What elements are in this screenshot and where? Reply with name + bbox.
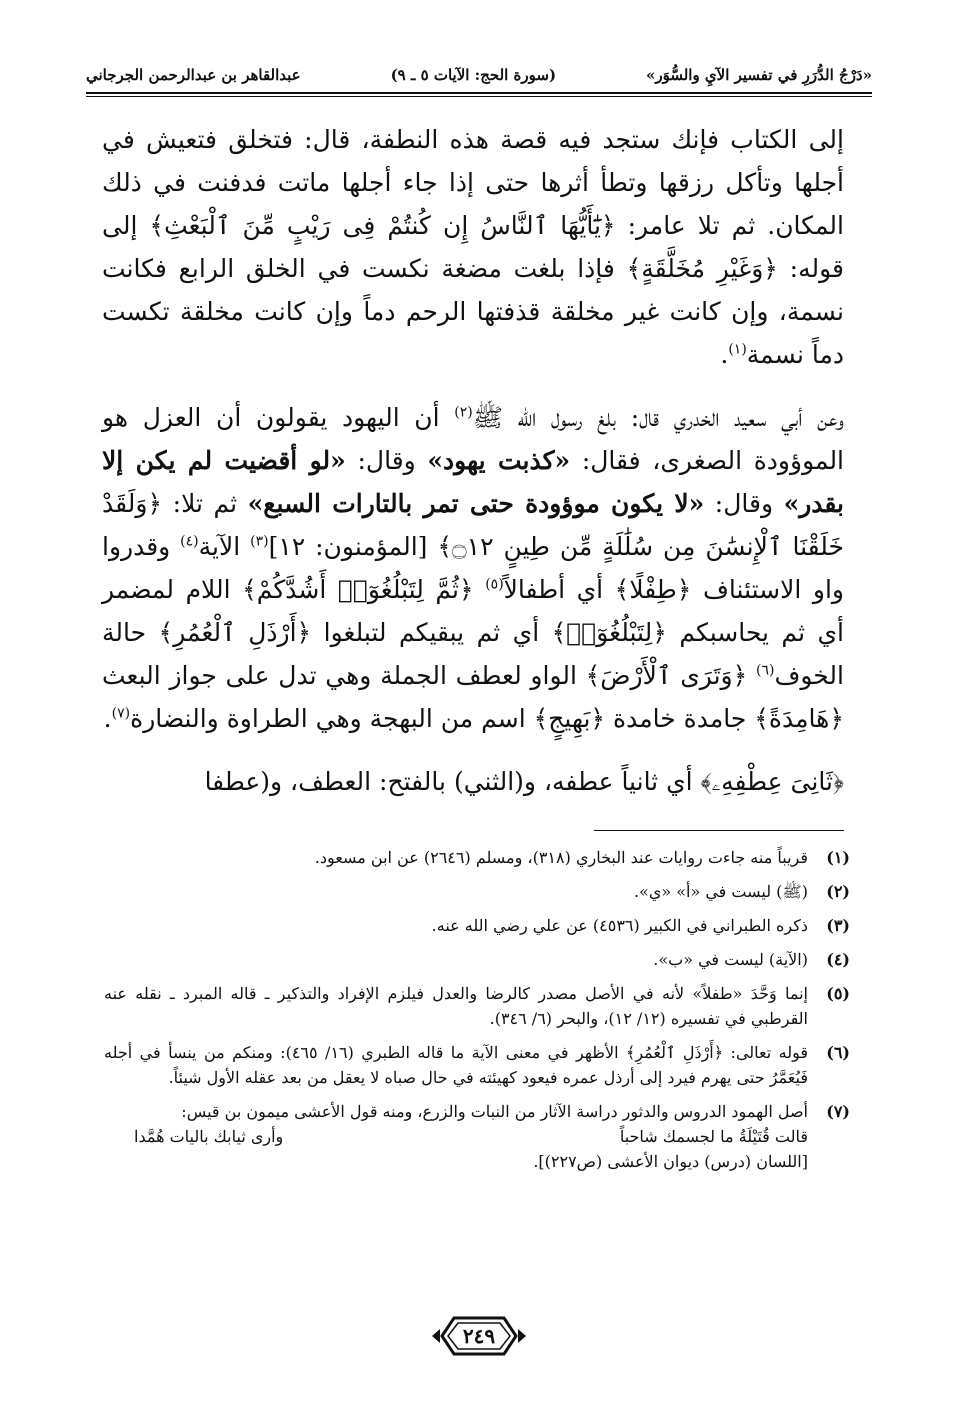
footnote-text: قوله تعالى: ﴿أَرْذَلِ ٱلْعُمُرِ﴾ الأظهر في معنى الآية ما قاله الطبري (١٦/ ٤٦٥): ومنكم من ينسأ في أجله فَيُعَمَّرُ حتى يهرم فيرد إلى أرذل عمره فيعود كهيئته في حال صباه لا يعقل من بعد عقله الأول شيئاً. xyxy=(104,1043,809,1087)
footnote xyxy=(104,947,850,972)
header-rule xyxy=(86,92,872,94)
footnote-ref-7: (٧) xyxy=(111,705,131,722)
footnote xyxy=(104,879,850,904)
header-surah-range: (سورة الحج: الآيات ٥ ـ ٩) xyxy=(390,66,557,84)
main-text xyxy=(102,118,844,803)
p2-text-4: وقال: xyxy=(704,489,784,518)
footnote-text: إنما وَحَّدَ «طفلاً» لأنه في الأصل مصدر كالرضا والعدل فيلزم الإفراد والتذكير ـ قاله المبرد ـ نقله عنه القرطبي في تفسيره (١٢/ ١٢)، والبحر (٦/ ٣٤٦). xyxy=(104,984,808,1028)
footnote xyxy=(104,913,850,938)
page-number-ornament xyxy=(432,1314,526,1358)
footnote xyxy=(104,1040,850,1090)
page-number: ٢٤٩ xyxy=(462,1324,496,1348)
footnote-text: أصل الهمود الدروس والدثور دراسة الآثار من النبات والزرع، ومنه قول الأعشى ميمون بن قيس: xyxy=(181,1102,808,1121)
p2-text-3: وقال: xyxy=(345,446,428,475)
paragraph-1-end: . xyxy=(720,340,729,369)
header-book-title: «دَرْجُ الدُّرَرِ في تفسير الآيِ والسُّوَر» xyxy=(645,66,872,84)
p2-text-7: وقدروا واو الاستئناف ﴿طِفْلًا﴾ أي أطفالاً xyxy=(102,532,844,604)
hadith-quote-2: «لو أقضيت لم يكن إلا بقدر» xyxy=(102,446,845,518)
footnote-number: (١) xyxy=(826,848,850,867)
hadith-quote-3: «لا يكون موؤودة حتى تمر بالتارات السبع» xyxy=(247,489,705,518)
footnote-number: (٥) xyxy=(826,984,850,1003)
paragraph-3: ﴿ثَانِىَ عِطْفِهِۦ﴾ أي ثانياً عطفه، و(الثني) بالفتح: العطف، و(عطفا xyxy=(204,767,844,796)
footnote xyxy=(104,845,850,870)
footnote xyxy=(104,1099,850,1174)
footnote-ref-1: (١) xyxy=(728,341,747,358)
p2-text-8: ﴿ثُمَّ لِتَبْلُغُوٓا۟ أَشُدَّكُمْ﴾ اللام لمضمر أي ثم يحاسبكم ﴿لِتَبْلُغُوٓا۟﴾ أي ثم يبقيكم لتبلغوا ﴿أَرْذَلِ ٱلْعُمُرِ﴾ حالة الخوف xyxy=(102,575,844,690)
footnote-number: (٣) xyxy=(826,916,850,935)
footnote-ref-2: (٢) xyxy=(454,404,473,421)
footnote-ref-3: (٣) xyxy=(250,533,269,550)
footnotes xyxy=(104,845,850,1183)
poetry-verse xyxy=(104,1124,808,1149)
paragraph-2 xyxy=(102,396,844,740)
footnote-number: (٤) xyxy=(826,950,850,969)
header-rule-thin xyxy=(86,96,872,97)
footnote-text: ذكره الطبراني في الكبير (٤٥٣٦) عن علي رضي الله عنه. xyxy=(431,916,808,935)
footnote-ref-5: (٥) xyxy=(485,576,504,593)
footnote-ref-6: (٦) xyxy=(756,662,775,679)
footnote-text: قريباً منه جاءت روايات عند البخاري (٣١٨)، ومسلم (٢٦٤٦) عن ابن مسعود. xyxy=(314,848,808,867)
p2-text-10: . xyxy=(103,704,112,733)
footnote-text: (ﷺ) ليست في «أ» «ي». xyxy=(633,882,808,901)
hadith-quote-1: «كذبت يهود» xyxy=(427,446,571,475)
header-author: عبدالقاهر بن عبدالرحمن الجرجاني xyxy=(86,66,301,84)
footnote-ref-4: (٤) xyxy=(180,533,199,550)
footnote-body xyxy=(104,1099,808,1174)
paragraph-1 xyxy=(102,118,844,376)
p2-text-2: أن اليهود يقولون أن العزل هو الموؤودة الصغرى، فقال: xyxy=(102,403,845,475)
paragraph-1-text: إلى الكتاب فإنك ستجد فيه قصة هذه النطفة، قال: فتخلق فتعيش في أجلها وتأكل رزقها وتطأ أثرها حتى إذا جاء أجلها ماتت فدفنت في ذلك المكان. ثم تلا عامر: ﴿يَٰٓأَيُّهَا ٱلنَّاسُ إِن كُنتُمْ فِى رَيْبٍ مِّنَ ٱلْبَعْثِ﴾ إلى قوله: ﴿وَغَيْرِ مُخَلَّقَةٍ﴾ فإذا بلغت مضغة نكست في الخلق الرابع فكانت نسمة، وإن كانت غير مخلقة قذفتها الرحم دماً وإن كانت مخلقة تكست دماً نسمة xyxy=(102,125,844,369)
p2-text-9: ﴿وَتَرَى ٱلْأَرْضَ﴾ الواو لعطف الجملة وهي تدل على جواز البعث ﴿هَامِدَةً﴾ جامدة خامدة ﴿بَهِيجٍ﴾ اسم من البهجة وهي الطراوة والنضارة xyxy=(102,661,844,733)
footnote xyxy=(104,981,850,1031)
footnote-separator xyxy=(594,830,844,831)
verse-first-hemistich: قالت قُتَيْلَةُ ما لجسمك شاحباً xyxy=(619,1127,808,1146)
p2-text-6: الآية xyxy=(198,532,251,561)
footnote-citation: [اللسان (درس) ديوان الأعشى (ص٢٢٧)]. xyxy=(533,1152,808,1171)
running-header xyxy=(86,60,872,90)
p2-text-5: ثم تلا: ﴿وَلَقَدْ خَلَقْنَا ٱلْإِنسَٰنَ مِن سُلَٰلَةٍ مِّن طِينٍ ۝١٢﴾ [المؤمنون: ١٢] xyxy=(102,489,844,561)
footnote-number: (٦) xyxy=(826,1043,850,1062)
footnote-number: (٢) xyxy=(826,882,850,901)
footnote-text: (الآية) ليست في «ب». xyxy=(653,950,808,969)
verse-second-hemistich: وأرى ثيابك باليات هُمَّدا xyxy=(134,1127,284,1146)
footnote-number: (٧) xyxy=(826,1102,850,1121)
p2-text-1: وعن أبي سعيد الخدري قال: بلغ رسول الله ﷺ xyxy=(472,403,845,432)
